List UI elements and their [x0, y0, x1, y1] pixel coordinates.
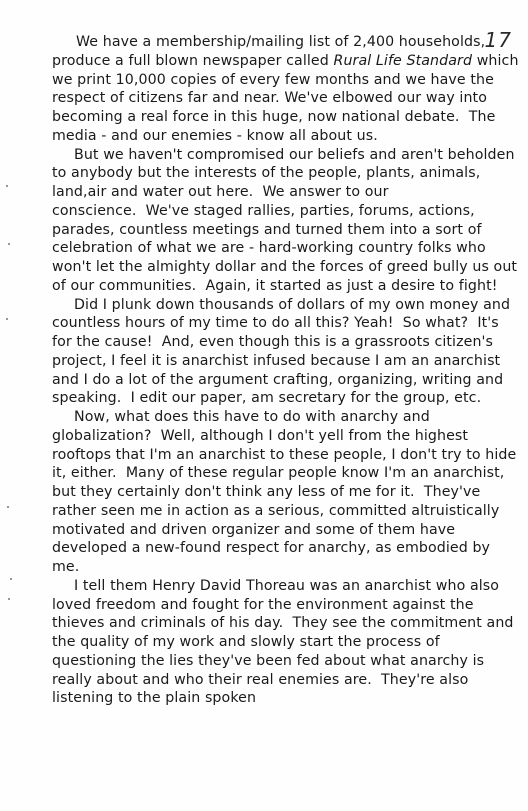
scan-speck [6, 318, 8, 320]
scan-speck [6, 185, 8, 187]
paragraph-5: I tell them Henry David Thoreau was an anarchist who also loved freedom and fought for the environment against the thieves and criminals of his day. They see the commitment and the quality of my work and slowly start the process of questioning the lies they've been fed about what anarchy is really about and who their real enemies are. They're also listening to the plain spoken [52, 577, 514, 707]
paragraph-3: Did I plunk down thousands of dollars of my own money and countless hours of my time to do all this? Yeah! So what? It's for the cause! And, even though this is a grassroots citizen's project, I feel it is anarchist infused because I am an anarchist and I do a lot of the argument crafting, organizing, writing and speaking. I edit our paper, am secretary for the group, etc. [52, 296, 511, 407]
scan-speck [8, 598, 10, 600]
page-number: 17 [484, 28, 512, 52]
scan-speck [7, 506, 9, 508]
paragraph-4: Now, what does this have to do with anarchy and globalization? Well, although I don't yell from the highest rooftops that I'm an anarchist to these people, I don't try to hide it, either. Many of these regular people know I'm an anarchist, but they certainly don't think any less of me for it. They've rather seen me in action as a serious, committed altruistically motivated and driven organizer and some of them have developed a new-found respect for anarchy, as embodied by me. [52, 409, 517, 575]
body-text [52, 33, 522, 708]
scan-speck [8, 243, 10, 245]
newspaper-title: Rural Life Standard [333, 52, 473, 69]
scan-speck [10, 578, 12, 580]
paragraph-1: We have a membership/mailing list of 2,400 households, produce a full blown newspaper called Rural Life Standard which we print 10,000 copies of every few months and we have the respect of citizens far and near. We've elbowed our way into becoming a real force in this huge, now national debate. The media - and our enemies - know all about us. [52, 34, 519, 144]
paragraph-2: But we haven't compromised our beliefs and aren't beholden to anybody but the interests of the people, plants, animals, land,air and water out here. We answer to our conscience. We've staged rallies, parties, forums, actions, parades, countless meetings and turned them into a sort of celebration of what we are - hard-working country folks who won't let the almighty dollar and the forces of greed bully us out of our communities. Again, it started as just a desire to fight! [52, 146, 518, 294]
